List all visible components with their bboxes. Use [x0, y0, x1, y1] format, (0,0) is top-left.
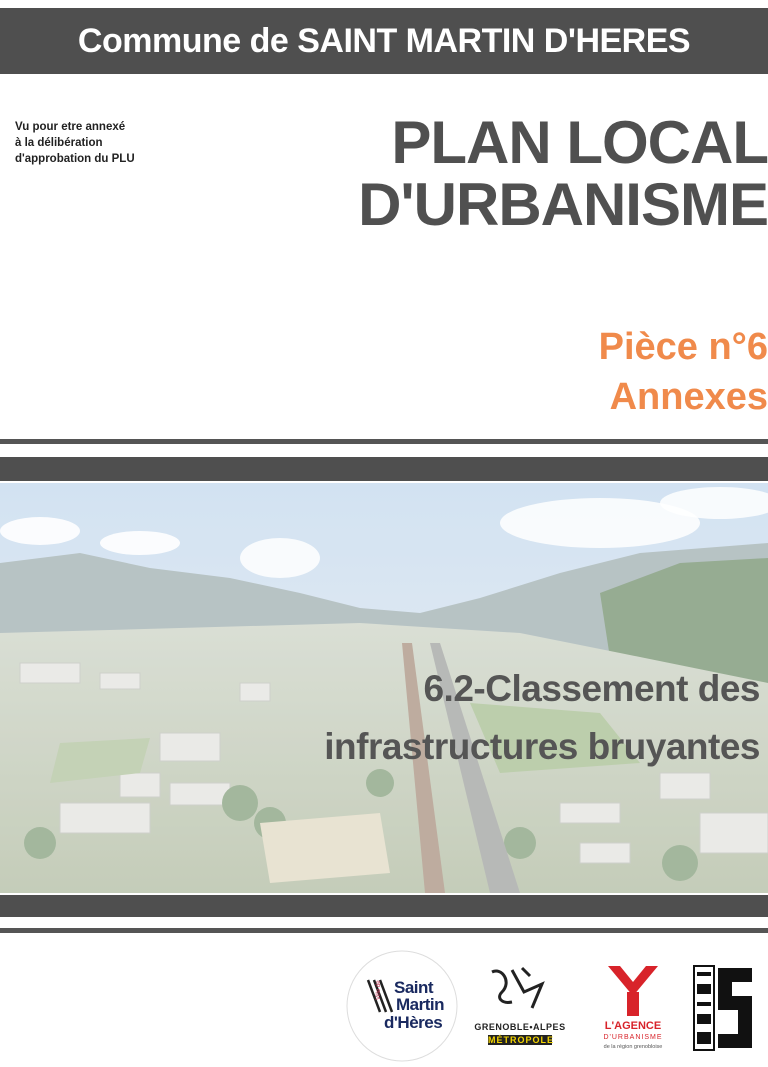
piece-number: Pièce n°6 — [598, 326, 768, 368]
smh-line-1: Saint — [394, 978, 434, 997]
subtitle-line-2: infrastructures bruyantes — [324, 726, 760, 767]
metropole-bird-icon — [472, 962, 568, 1018]
piece-name: Annexes — [609, 376, 768, 418]
metropole-line-2: MÉTROPOLE — [488, 1035, 555, 1045]
annex-subtitle — [160, 660, 760, 776]
title-line-1: PLAN LOCAL — [391, 109, 768, 176]
metropole-line-1: GRENOBLE•ALPES — [474, 1022, 566, 1032]
commune-header: Commune de SAINT MARTIN D'HERES — [0, 8, 768, 74]
smh-vertical-label: Ville de — [376, 980, 382, 1000]
agence-logo — [588, 962, 678, 1056]
agence-y-icon — [588, 962, 678, 1018]
separator-thin-bottom — [0, 928, 768, 933]
separator-bar-bottom — [0, 895, 768, 917]
piece-label — [348, 322, 768, 422]
smh-line-2: Martin — [396, 995, 444, 1014]
title-line-2: D'URBANISME — [358, 171, 768, 238]
agence-line-2: D'URBANISME — [603, 1034, 663, 1041]
saint-martin-logo — [346, 950, 458, 1062]
metropole-logo — [472, 962, 568, 1052]
approval-line-2: à la délibération — [15, 137, 103, 149]
separator-bar-top — [0, 457, 768, 481]
arche5-logo — [690, 962, 756, 1054]
agence-line-1: L'AGENCE — [604, 1020, 662, 1032]
separator-thin-top — [0, 439, 768, 444]
subtitle-line-1: 6.2-Classement des — [423, 668, 760, 709]
document-title — [248, 109, 768, 238]
approval-note — [15, 119, 235, 167]
approval-line-1: Vu pour etre annexé — [15, 121, 126, 133]
approval-line-3: d'approbation du PLU — [15, 153, 135, 165]
smh-line-3: d'Hères — [384, 1013, 443, 1032]
agence-line-3: de la région grenobloise — [603, 1044, 663, 1050]
